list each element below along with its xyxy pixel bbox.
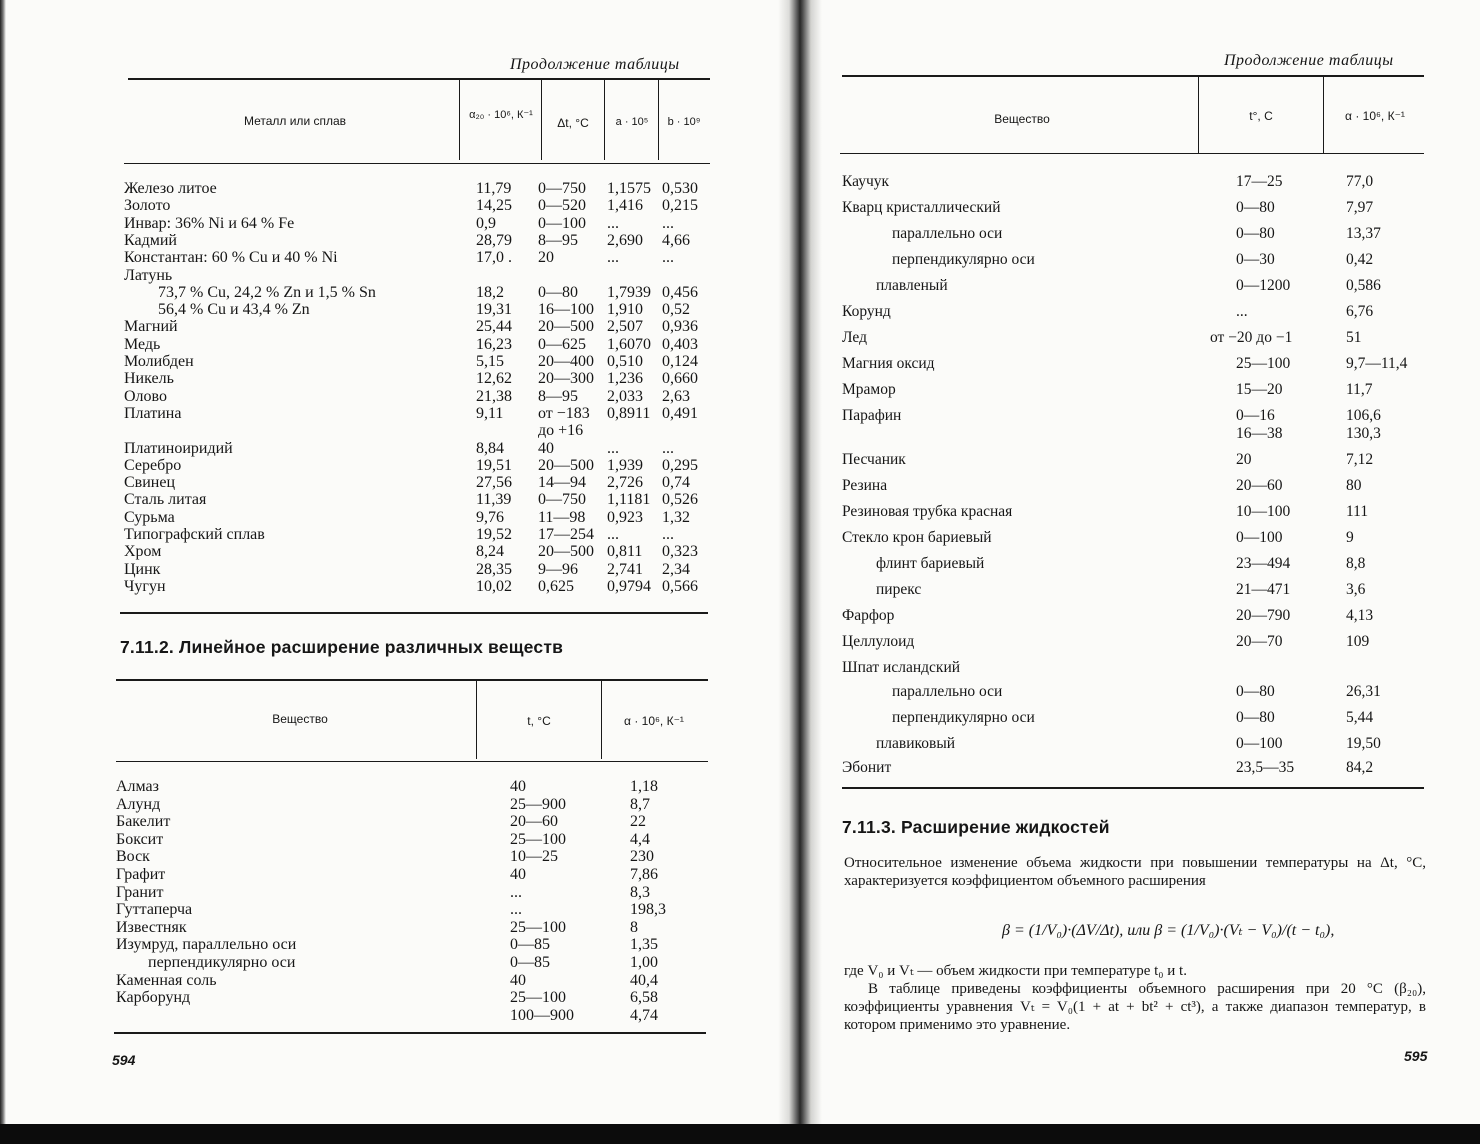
substance-name-cell: Магния оксид	[842, 355, 935, 372]
scan-bottom-border	[0, 1124, 1480, 1144]
a-cell: ...	[607, 249, 619, 267]
substance-name-cell: Песчаник	[842, 451, 906, 468]
t-cell: 0—80	[1236, 199, 1275, 216]
t-cell: 100—900	[510, 1006, 574, 1024]
b-cell: 0,403	[662, 335, 698, 353]
substances-table-top-rule	[116, 679, 708, 681]
substance-name-cell: Гуттаперча	[116, 901, 193, 919]
alpha-cell: 28,35	[476, 560, 512, 578]
substances-header-t: t, °С	[527, 714, 551, 728]
b-cell: ...	[662, 439, 674, 457]
substance-name-cell: перпендикулярно оси	[148, 954, 296, 971]
section-title-7-11-2: 7.11.2. Линейное расширение различных веществ	[120, 637, 564, 657]
right-continuation-title: Продолжение таблицы	[1224, 52, 1394, 69]
metal-name-cell: Кадмий	[124, 231, 177, 249]
dt-cell: 0—750	[538, 491, 586, 509]
dt-cell: 14—94	[538, 474, 586, 492]
alpha-cell: 7,97	[1346, 199, 1374, 216]
metal-name-cell: Цинк	[124, 560, 161, 578]
b-cell: 0,660	[662, 370, 698, 388]
right-header-rule	[840, 153, 1424, 154]
a-cell: 1,236	[607, 370, 643, 388]
t-cell: 20	[1236, 451, 1252, 468]
alpha-cell: 19,31	[476, 301, 512, 319]
substance-name-cell: Парафин	[842, 407, 902, 424]
dt-cell: от −183	[538, 404, 590, 422]
substance-name-cell: Гранит	[116, 883, 164, 901]
a-cell: 2,033	[607, 387, 643, 405]
alpha-cell: 16,23	[476, 335, 512, 353]
b-cell: 0,74	[662, 474, 690, 492]
b-cell: ...	[662, 214, 674, 232]
substance-name-cell: Корунд	[842, 303, 891, 320]
b-cell: 0,566	[662, 577, 698, 595]
metal-name-cell: Сурьма	[124, 508, 175, 526]
page-number-right: 595	[1404, 1048, 1428, 1064]
substance-name-cell: Стекло крон бариевый	[842, 529, 992, 546]
alpha-cell: 5,44	[1346, 709, 1374, 726]
metals-header-rule	[124, 163, 710, 164]
metals-col-divider	[658, 80, 659, 160]
substances-header-rule	[116, 761, 708, 762]
alpha-cell: 19,52	[476, 526, 512, 543]
dt-cell: 40	[538, 439, 554, 457]
b-cell: 2,34	[662, 560, 690, 578]
metal-name-cell: Медь	[124, 335, 161, 353]
metal-name-cell: Молибден	[124, 353, 194, 370]
substance-name-cell: Алунд	[116, 795, 161, 813]
b-cell: 1,32	[662, 508, 690, 526]
substances-header-name: Вещество	[272, 712, 328, 726]
t-cell: 40	[510, 971, 526, 989]
alpha-cell: 130,3	[1346, 425, 1381, 442]
a-cell: 0,923	[607, 508, 643, 526]
substance-name-cell: параллельно оси	[892, 225, 1003, 242]
right-header-name: Вещество	[994, 112, 1050, 126]
metal-name-cell: 73,7 % Cu, 24,2 % Zn и 1,5 % Sn	[158, 283, 376, 301]
metal-name-cell: Золото	[124, 197, 171, 215]
dt-cell: 11—98	[538, 508, 586, 526]
a-cell: 1,1181	[607, 491, 651, 509]
metals-col-divider	[604, 80, 605, 160]
alpha-cell: 111	[1346, 503, 1369, 520]
alpha-cell: 1,18	[630, 778, 658, 795]
a-cell: 1,910	[607, 301, 643, 319]
substance-name-cell: Фарфор	[842, 607, 895, 624]
alpha-cell: 28,79	[476, 231, 512, 249]
substance-name-cell: флинт бариевый	[876, 555, 985, 572]
b-cell: 0,295	[662, 456, 698, 474]
alpha-cell: 26,31	[1346, 683, 1381, 700]
t-cell: ...	[510, 901, 522, 919]
metal-name-cell: Никель	[124, 370, 174, 388]
metals-table-top-rule	[128, 78, 710, 80]
a-cell: ...	[607, 439, 619, 457]
metal-name-cell: Чугун	[124, 577, 166, 595]
a-cell: 1,6070	[607, 335, 651, 353]
alpha-cell: 21,38	[476, 387, 512, 405]
alpha-cell: 4,4	[630, 830, 650, 848]
alpha-cell: 11,7	[1346, 381, 1373, 398]
t-cell: 25—100	[1236, 355, 1291, 372]
substances-col-divider	[476, 681, 477, 759]
t-cell: 25—100	[510, 918, 566, 936]
substance-name-cell: Целлулоид	[842, 633, 915, 650]
b-cell: 0,323	[662, 543, 698, 561]
substance-name-cell: Изумруд, параллельно оси	[116, 936, 297, 954]
metals-header-alpha: α₂₀ · 10⁶, К⁻¹	[469, 109, 533, 121]
alpha-cell: 9,7—11,4	[1346, 355, 1408, 372]
dt-cell: 20	[538, 249, 554, 267]
t-cell: 0—16	[1236, 407, 1275, 424]
alpha-cell: 7,12	[1346, 451, 1374, 468]
a-cell: ...	[607, 526, 619, 543]
metals-header-dt: Δt, °С	[557, 116, 589, 130]
metal-name-cell: Железо литое	[124, 180, 217, 197]
alpha-cell: 0,42	[1346, 251, 1374, 268]
b-cell: ...	[662, 526, 674, 543]
alpha-cell: 8,7	[630, 795, 650, 813]
metal-name-cell: Платина	[124, 404, 182, 422]
b-cell: 0,215	[662, 197, 698, 215]
t-cell: 16—38	[1236, 425, 1283, 442]
t-cell: 20—60	[1236, 477, 1283, 494]
alpha-cell: 17,0 .	[476, 249, 512, 267]
t-cell: ...	[1236, 303, 1248, 320]
intro-paragraph: Относительное изменение объема жидкости при повышении температуры на Δt, °С, характеризуется коэффициентом объемного расширения	[844, 855, 1426, 889]
dt-cell: 8—95	[538, 231, 578, 249]
substance-name-cell: Резина	[842, 477, 888, 494]
substance-name-cell: Шпат исландский	[842, 659, 961, 676]
substances-table-bottom-rule	[114, 1032, 706, 1034]
right-page	[812, 0, 1480, 1144]
t-cell: 21—471	[1236, 581, 1291, 598]
alpha-cell: 1,35	[630, 936, 658, 954]
substance-name-cell: Боксит	[116, 830, 164, 848]
metal-name-cell: Константан: 60 % Cu и 40 % Ni	[124, 249, 338, 267]
t-cell: 0—80	[1236, 683, 1275, 700]
substance-name-cell: Карборунд	[116, 989, 191, 1007]
dt-cell: 20—500	[538, 543, 594, 561]
t-cell: от −20 до −1	[1210, 329, 1293, 346]
t-cell: 0—100	[1236, 735, 1283, 752]
dt-cell: 20—400	[538, 353, 594, 370]
t-cell: 0—30	[1236, 251, 1275, 268]
b-cell: 4,66	[662, 231, 690, 249]
metals-col-divider	[459, 80, 460, 160]
alpha-cell: 6,58	[630, 989, 658, 1007]
substance-name-cell: плавиковый	[876, 735, 956, 752]
t-cell: 17—25	[1236, 173, 1283, 190]
t-cell: 40	[510, 778, 526, 795]
alpha-cell: 106,6	[1346, 407, 1381, 424]
t-cell: 0—1200	[1236, 277, 1291, 294]
dt-cell: 17—254	[538, 526, 594, 543]
dt-cell: 8—95	[538, 387, 578, 405]
alpha-cell: 8,84	[476, 439, 504, 457]
alpha-cell: 9	[1346, 529, 1354, 546]
substance-name-cell: Лед	[842, 329, 867, 346]
metal-name-cell: Хром	[124, 543, 162, 561]
alpha-cell: 230	[630, 848, 654, 866]
alpha-cell: 109	[1346, 633, 1370, 650]
a-cell: 1,7939	[607, 283, 651, 301]
b-cell: 0,456	[662, 283, 698, 301]
metal-name-cell: Серебро	[124, 456, 182, 474]
alpha-cell: 5,15	[476, 353, 504, 370]
alpha-cell: 8,8	[1346, 555, 1366, 572]
coefficients-paragraph: В таблице приведены коэффициенты объемного расширения при 20 °С (β₂₀), коэффициенты уравнения Vₜ = V₀(1 + at + bt² + ct³), а также диапазон температур, в котором применимо это уравнение.	[844, 981, 1426, 1033]
a-cell: 2,726	[607, 474, 643, 492]
alpha-cell: 7,86	[630, 866, 658, 883]
alpha-cell: 77,0	[1346, 173, 1374, 190]
alpha-cell: 19,51	[476, 456, 512, 474]
right-header-alpha: α · 10⁶, К⁻¹	[1345, 109, 1405, 123]
alpha-cell: 51	[1346, 329, 1362, 346]
left-continuation-title: Продолжение таблицы	[510, 56, 680, 73]
right-table-top-rule	[842, 75, 1424, 77]
dt-cell: 0—80	[538, 283, 578, 301]
t-cell: 10—25	[510, 848, 558, 866]
a-cell: 0,9794	[607, 577, 651, 595]
substance-name-cell: Мрамор	[842, 381, 896, 398]
substance-name-cell: Алмаз	[116, 778, 159, 795]
t-cell: 25—900	[510, 795, 566, 813]
alpha-cell: 9,76	[476, 508, 504, 526]
dt-cell: 9—96	[538, 560, 578, 578]
alpha-cell: 12,62	[476, 370, 512, 388]
metals-header-b: b · 10⁹	[667, 116, 701, 128]
metal-name-cell: 56,4 % Cu и 43,4 % Zn	[158, 301, 310, 319]
a-cell: 1,939	[607, 456, 643, 474]
dt-cell: до +16	[538, 422, 584, 440]
substance-name-cell: перпендикулярно оси	[892, 251, 1035, 268]
b-cell: 0,936	[662, 318, 698, 336]
t-cell: 20—70	[1236, 633, 1283, 650]
dt-cell: 20—500	[538, 318, 594, 336]
t-cell: 0—80	[1236, 709, 1275, 726]
dt-cell: 0—750	[538, 180, 586, 197]
a-cell: 1,1575	[607, 180, 651, 197]
alpha-cell: 198,3	[630, 901, 666, 919]
alpha-cell: 80	[1346, 477, 1362, 494]
b-cell: 0,530	[662, 180, 698, 197]
b-cell: ...	[662, 249, 674, 267]
a-cell: 0,811	[607, 543, 643, 561]
substance-name-cell: Кварц кристаллический	[842, 199, 1001, 216]
substance-name-cell: Резиновая трубка красная	[842, 503, 1013, 520]
t-cell: 25—100	[510, 989, 566, 1007]
alpha-cell: 0,9	[476, 214, 496, 232]
substances-col-divider	[601, 681, 602, 759]
dt-cell: 0—625	[538, 335, 586, 353]
alpha-cell: 3,6	[1346, 581, 1366, 598]
dt-cell: 20—300	[538, 370, 594, 388]
alpha-cell: 11,39	[476, 491, 512, 509]
t-cell: 40	[510, 866, 526, 883]
right-table-bottom-rule	[842, 787, 1424, 789]
dt-cell: 0,625	[538, 577, 574, 595]
dt-cell: 16—100	[538, 301, 594, 319]
substance-name-cell: Известняк	[116, 918, 187, 936]
dt-cell: 0—520	[538, 197, 586, 215]
substance-name-cell: пирекс	[876, 581, 922, 598]
metals-col-divider	[541, 80, 542, 160]
t-cell: 20—790	[1236, 607, 1291, 624]
t-cell: 20—60	[510, 813, 558, 831]
t-cell: 23—494	[1236, 555, 1291, 572]
alpha-cell: 0,586	[1346, 277, 1381, 294]
t-cell: 10—100	[1236, 503, 1291, 520]
alpha-cell: 8,24	[476, 543, 504, 561]
right-col-divider	[1198, 77, 1199, 153]
metals-table-bottom-rule	[120, 612, 708, 614]
t-cell: 0—85	[510, 954, 550, 971]
alpha-cell: 6,76	[1346, 303, 1374, 320]
alpha-cell: 84,2	[1346, 759, 1374, 776]
alpha-cell: 10,02	[476, 577, 512, 595]
b-cell: 0,52	[662, 301, 690, 319]
metal-name-cell: Сталь литая	[124, 491, 207, 509]
section-title-7-11-3: 7.11.3. Расширение жидкостей	[842, 817, 1110, 837]
alpha-cell: 8,3	[630, 883, 650, 901]
a-cell: 0,8911	[607, 404, 651, 422]
alpha-cell: 25,44	[476, 318, 512, 336]
b-cell: 0,526	[662, 491, 698, 509]
substance-name-cell: Графит	[116, 866, 166, 883]
page-number-left: 594	[112, 1052, 136, 1068]
metal-name-cell: Олово	[124, 387, 167, 405]
a-cell: 2,741	[607, 560, 643, 578]
b-cell: 0,491	[662, 404, 698, 422]
metal-name-cell: Типографский сплав	[124, 526, 265, 543]
alpha-cell: 11,79	[476, 180, 512, 197]
right-header-t: t°, С	[1249, 109, 1273, 123]
a-cell: 2,507	[607, 318, 643, 336]
alpha-cell: 19,50	[1346, 735, 1381, 752]
substance-name-cell: плавленый	[876, 277, 948, 294]
metal-name-cell: Латунь	[124, 266, 173, 284]
variables-paragraph: где V₀ и Vₜ — объем жидкости при температуре t₀ и t.	[844, 963, 1187, 979]
right-col-divider	[1323, 77, 1324, 153]
t-cell: 0—80	[1236, 225, 1275, 242]
t-cell: 23,5—35	[1236, 759, 1295, 776]
alpha-cell: 8	[630, 918, 638, 936]
metal-name-cell: Магний	[124, 318, 178, 336]
t-cell: ...	[510, 883, 522, 901]
metal-name-cell: Инвар: 36% Ni и 64 % Fe	[124, 214, 295, 232]
alpha-cell: 13,37	[1346, 225, 1381, 242]
alpha-cell: 14,25	[476, 197, 512, 215]
metals-header-a: a · 10⁵	[615, 116, 649, 128]
substance-name-cell: Воск	[116, 848, 150, 866]
b-cell: 2,63	[662, 387, 690, 405]
substance-name-cell: Бакелит	[116, 813, 171, 831]
a-cell: 2,690	[607, 231, 643, 249]
substances-header-alpha: α · 10⁶, К⁻¹	[624, 714, 684, 728]
substance-name-cell: Каучук	[842, 173, 890, 190]
metal-name-cell: Свинец	[124, 474, 176, 492]
substance-name-cell: Каменная соль	[116, 971, 217, 989]
alpha-cell: 4,13	[1346, 607, 1374, 624]
alpha-cell: 18,2	[476, 283, 504, 301]
t-cell: 15—20	[1236, 381, 1283, 398]
dt-cell: 20—500	[538, 456, 594, 474]
alpha-cell: 27,56	[476, 474, 512, 492]
substance-name-cell: Эбонит	[842, 759, 892, 776]
alpha-cell: 1,00	[630, 954, 658, 971]
a-cell: 1,416	[607, 197, 643, 215]
b-cell: 0,124	[662, 353, 698, 370]
dt-cell: 0—100	[538, 214, 586, 232]
alpha-cell: 40,4	[630, 971, 658, 989]
a-cell: ...	[607, 214, 619, 232]
metals-header-name: Металл или сплав	[243, 114, 347, 128]
alpha-cell: 9,11	[476, 404, 504, 422]
t-cell: 0—100	[1236, 529, 1283, 546]
alpha-cell: 4,74	[630, 1006, 658, 1024]
expansion-formula: β = (1/V₀)·(ΔV/Δt), или β = (1/V₀)·(Vₜ − V₀)/(t − t₀),	[1002, 922, 1335, 939]
metal-name-cell: Платиноиридий	[124, 439, 233, 457]
alpha-cell: 22	[630, 813, 646, 831]
substance-name-cell: параллельно оси	[892, 683, 1003, 700]
substance-name-cell: перпендикулярно оси	[892, 709, 1035, 726]
t-cell: 0—85	[510, 936, 550, 954]
a-cell: 0,510	[607, 353, 643, 370]
t-cell: 25—100	[510, 830, 566, 848]
